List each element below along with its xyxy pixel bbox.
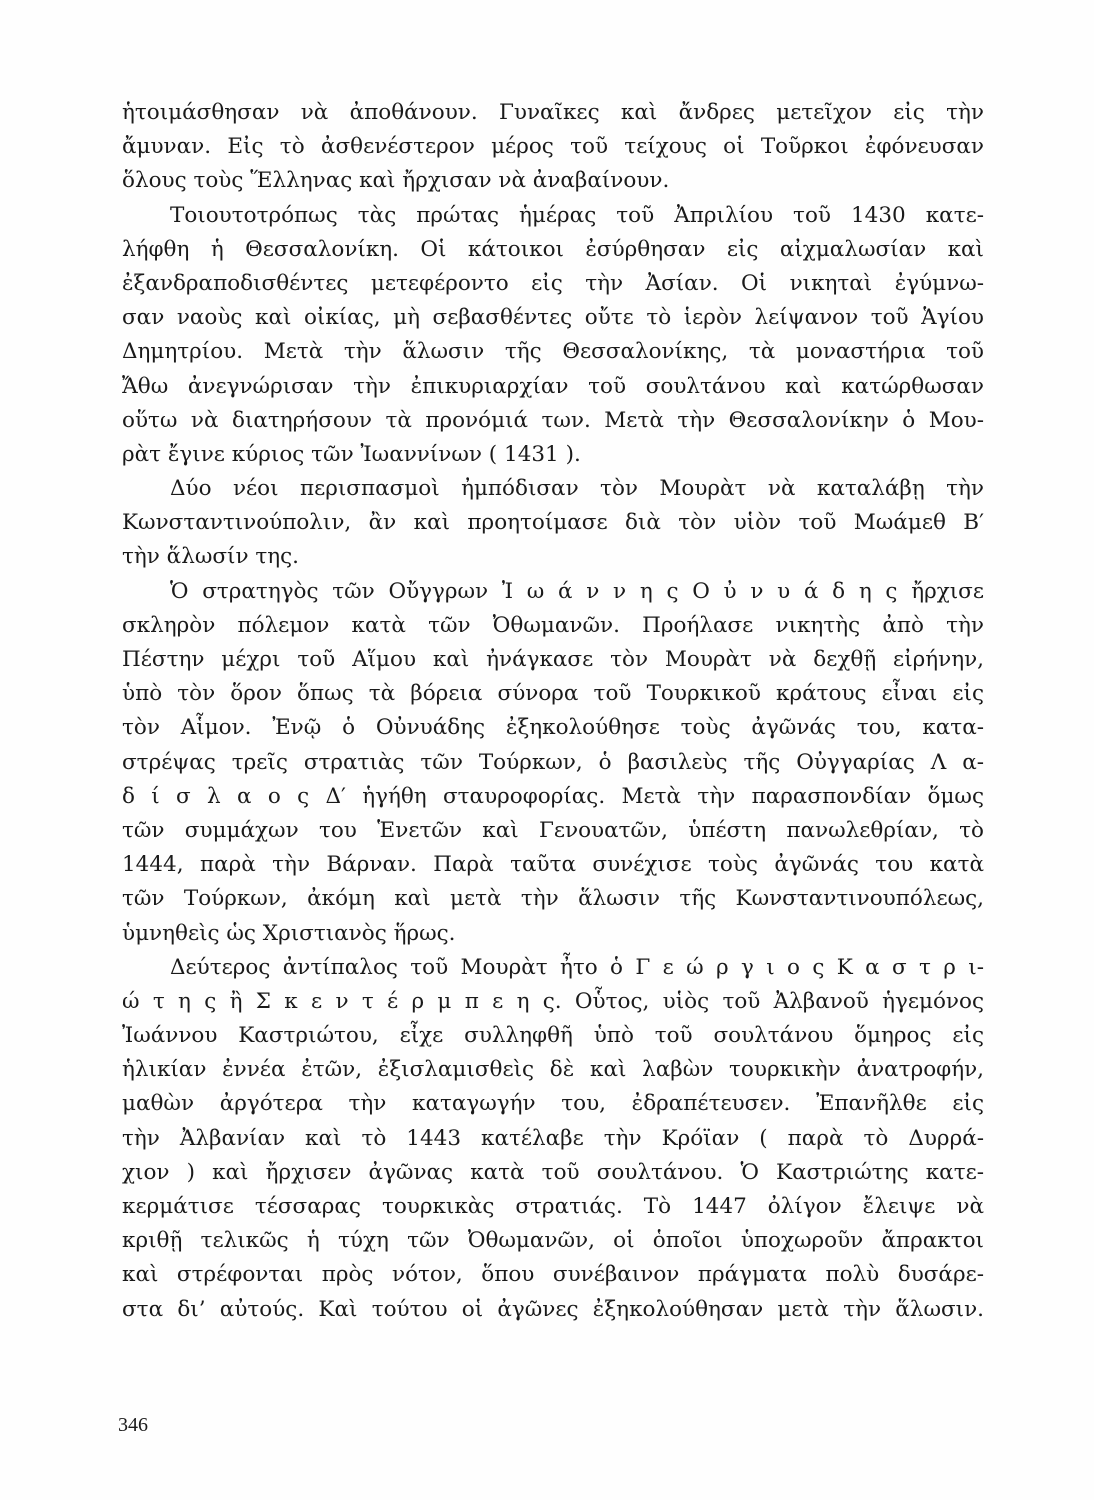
text-line: ώ τ η ς ἢ Σ κ ε ν τ έ ρ μ π ε η ς. Οὗτος, υἱὸς τοῦ Ἀλβανοῦ ἡγεμόνος: [122, 988, 984, 1014]
text-line: λήφθη ἡ Θεσσαλονίκη. Οἱ κάτοικοι ἐσύρθησαν εἰς αἰχμαλωσίαν καὶ: [122, 236, 984, 262]
text-line: Ἰωάννου Καστριώτου, εἶχε συλληφθῆ ὑπὸ τοῦ σουλτάνου ὅμηρος εἰς: [122, 1023, 984, 1049]
text-line: μαθὼν ἀργότερα τὴν καταγωγήν του, ἐδραπέτευσεν. Ἐπανῆλθε εἰς: [122, 1091, 984, 1117]
text-line: ἐξανδραποδισθέντες μετεφέροντο εἰς τὴν Ἀσίαν. Οἱ νικηταὶ ἐγύμνω-: [122, 270, 984, 296]
text-line: ὅλους τοὺς Ἕλληνας καὶ ἤρχισαν νὰ ἀναβαίνουν.: [122, 168, 670, 194]
text-line: Δημητρίου. Μετὰ τὴν ἅλωσιν τῆς Θεσσαλονίκης, τὰ μοναστήρια τοῦ: [122, 339, 984, 365]
text-line: Κωνσταντινούπολιν, ἂν καὶ προητοίμασε διὰ τὸν υἱὸν τοῦ Μωάμεθ Β′: [122, 510, 984, 536]
text-line: τὴν Ἀλβανίαν καὶ τὸ 1443 κατέλαβε τὴν Κρόϊαν ( παρὰ τὸ Δυρρά-: [122, 1125, 984, 1151]
text-line: ἡλικίαν ἐννέα ἐτῶν, ἐξισλαμισθεὶς δὲ καὶ λαβὼν τουρκικὴν ἀνατροφήν,: [122, 1057, 984, 1083]
text-line: οὕτω νὰ διατηρήσουν τὰ προνόμιά των. Μετὰ τὴν Θεσσαλονίκην ὁ Μου-: [122, 407, 984, 433]
text-line: Δεύτερος ἀντίπαλος τοῦ Μουρὰτ ἦτο ὁ Γ ε ώ ρ γ ι ο ς Κ α σ τ ρ ι-: [170, 954, 984, 980]
text-line: ρὰτ ἔγινε κύριος τῶν Ἰωαννίνων ( 1431 ).: [122, 441, 581, 467]
text-line: σαν ναοὺς καὶ οἰκίας, μὴ σεβασθέντες οὔτε τὸ ἱερὸν λείψανον τοῦ Ἁγίου: [122, 305, 984, 331]
text-line: τῶν Τούρκων, ἀκόμη καὶ μετὰ τὴν ἅλωσιν τῆς Κωνσταντινουπόλεως,: [122, 886, 984, 912]
text-line: Δύο νέοι περισπασμοὶ ἠμπόδισαν τὸν Μουρὰτ νὰ καταλάβῃ τὴν: [170, 476, 984, 502]
text-line: στρέψας τρεῖς στρατιὰς τῶν Τούρκων, ὁ βασιλεὺς τῆς Οὐγγαρίας Λ α-: [122, 749, 984, 775]
text-line: ἡτοιμάσθησαν νὰ ἀποθάνουν. Γυναῖκες καὶ ἄνδρες μετεῖχον εἰς τὴν: [122, 100, 984, 125]
text-line: τὸν Αἷμον. Ἐνῷ ὁ Οὐνυάδης ἐξηκολούθησε τοὺς ἀγῶνάς του, κατα-: [122, 715, 984, 741]
text-line: σκληρὸν πόλεμον κατὰ τῶν Ὀθωμανῶν. Προήλασε νικητὴς ἀπὸ τὴν: [122, 612, 984, 638]
text-line: Πέστην μέχρι τοῦ Αἵμου καὶ ἠνάγκασε τὸν Μουρὰτ νὰ δεχθῇ εἰρήνην,: [122, 647, 984, 672]
text-line: Ἄθω ἀνεγνώρισαν τὴν ἐπικυριαρχίαν τοῦ σουλτάνου καὶ κατώρθωσαν: [122, 373, 984, 399]
text-line: κριθῇ τελικῶς ἡ τύχη τῶν Ὀθωμανῶν, οἱ ὁποῖοι ὑποχωροῦν ἄπρακτοι: [122, 1228, 984, 1254]
text-line: τῶν συμμάχων του Ἑνετῶν καὶ Γενουατῶν, ὑπέστη πανωλεθρίαν, τὸ: [122, 817, 984, 843]
text-line: ὑπὸ τὸν ὅρον ὅπως τὰ βόρεια σύνορα τοῦ Τουρκικοῦ κράτους εἶναι εἰς: [122, 681, 984, 707]
text-line: καὶ στρέφονται πρὸς νότον, ὅπου συνέβαινον πράγματα πολὺ δυσάρε-: [122, 1262, 984, 1288]
text-line: Ὁ στρατηγὸς τῶν Οὔγγρων Ἰ ω ά ν ν η ς Ο ὐ ν υ ά δ η ς ἤρχισε: [170, 578, 984, 604]
text-line: στα δι’ αὐτούς. Καὶ τούτου οἱ ἀγῶνες ἐξηκολούθησαν μετὰ τὴν ἅλωσιν.: [122, 1296, 984, 1322]
body-text: [122, 96, 984, 1327]
text-line: ὑμνηθεὶς ὡς Χριστιανὸς ἥρως.: [122, 920, 456, 946]
text-line: χιον ) καὶ ἤρχισεν ἀγῶνας κατὰ τοῦ σουλτάνου. Ὁ Καστριώτης κατε-: [122, 1159, 984, 1185]
text-line: τὴν ἅλωσίν της.: [122, 544, 300, 570]
text-line: δ ί σ λ α ο ς Δ′ ἡγήθη σταυροφορίας. Μετὰ τὴν παρασπονδίαν ὅμως: [122, 783, 984, 809]
text-line: κερμάτισε τέσσαρας τουρκικὰς στρατιάς. Τὸ 1447 ὀλίγον ἔλειψε νὰ: [122, 1194, 984, 1219]
text-line: Τοιουτοτρόπως τὰς πρώτας ἡμέρας τοῦ Ἀπριλίου τοῦ 1430 κατε-: [170, 202, 984, 228]
page-number: 346: [118, 1414, 148, 1436]
text-line: 1444, παρὰ τὴν Βάρναν. Παρὰ ταῦτα συνέχισε τοὺς ἀγῶνάς του κατὰ: [122, 852, 984, 878]
text-line: ἄμυναν. Εἰς τὸ ἀσθενέστερον μέρος τοῦ τείχους οἱ Τοῦρκοι ἐφόνευσαν: [122, 134, 984, 160]
